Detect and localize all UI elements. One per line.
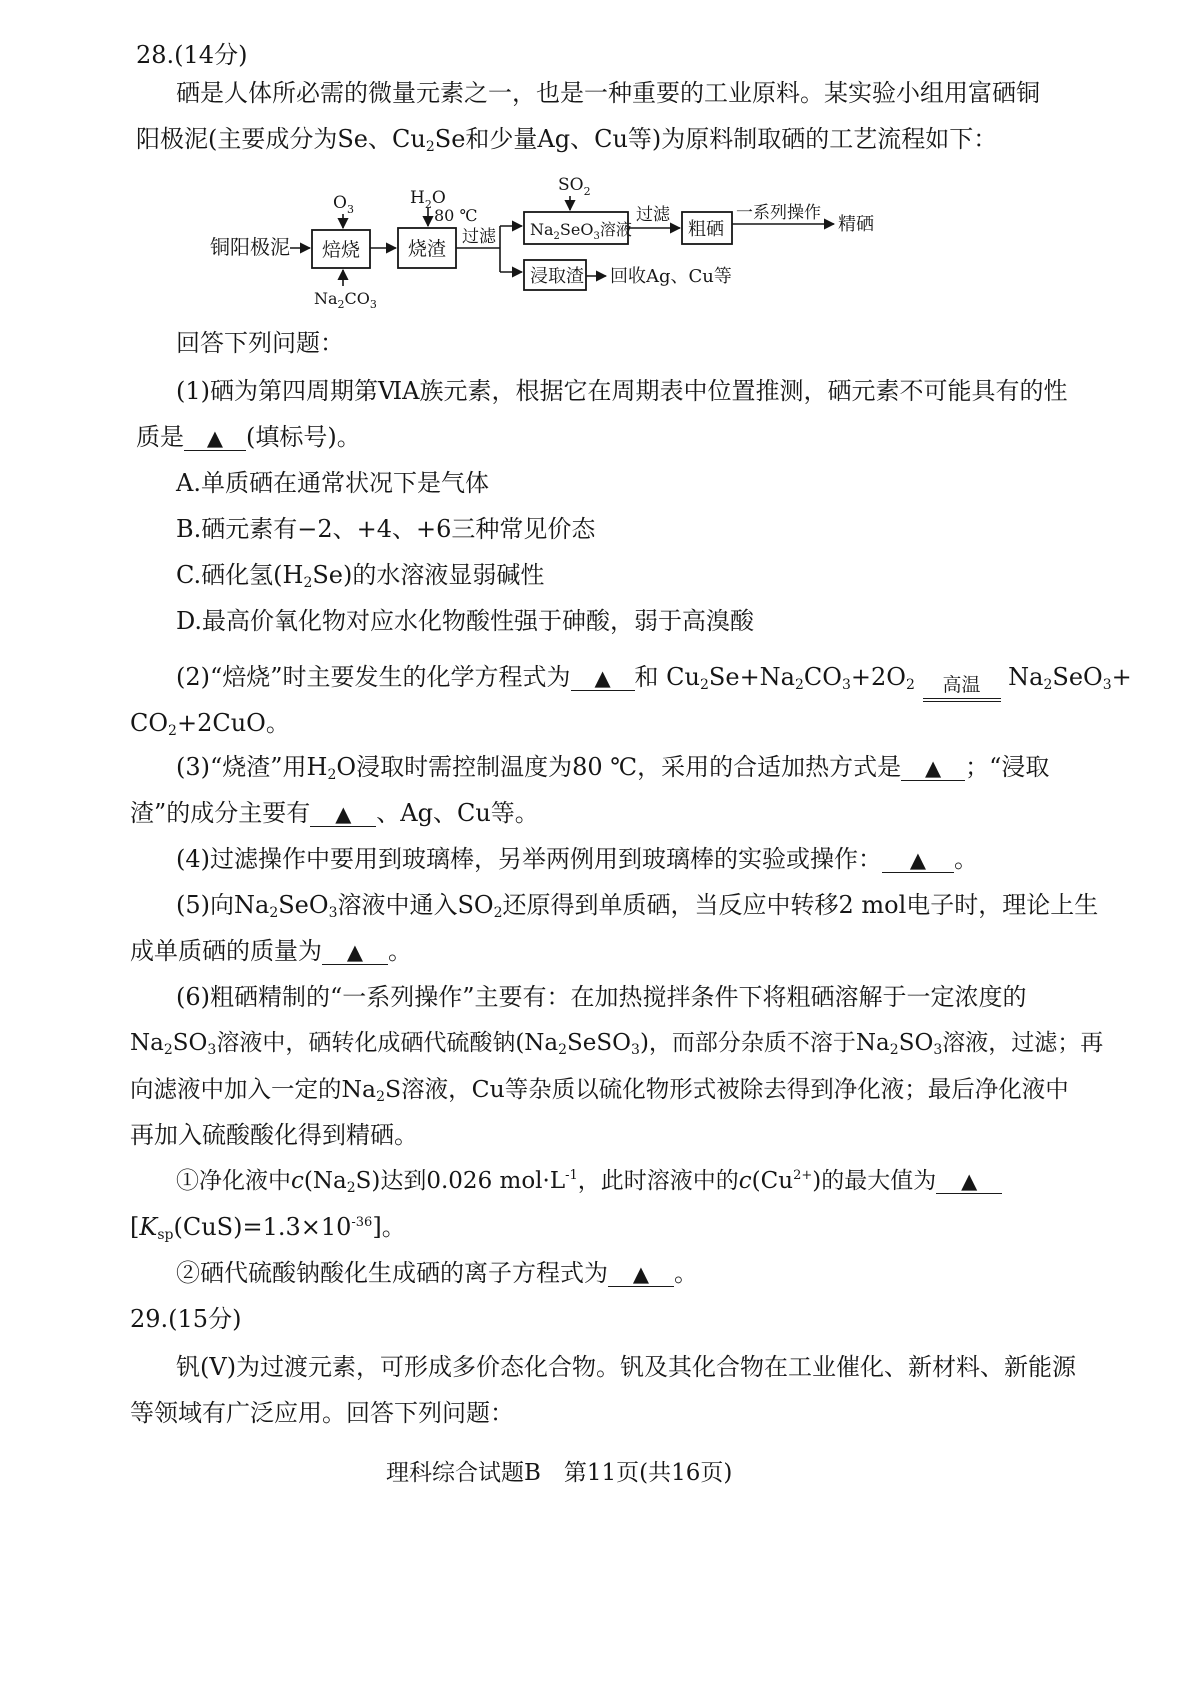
answer-blank-1[interactable]: ▲ (184, 425, 246, 451)
part-6-sub2-line: ②硒代硫酸钠酸化生成硒的离子方程式为 ▲ 。 (176, 1259, 698, 1287)
part-3-line2: 渣”的成分主要有 ▲ 、Ag、Cu等。 (130, 799, 539, 827)
answer-blank-3b[interactable]: ▲ (310, 801, 376, 827)
flow-start-label: 铜阳极泥 (210, 235, 290, 259)
answer-blank-5[interactable]: ▲ (322, 939, 388, 965)
question-29-header: 29.(15分) (130, 1305, 242, 1333)
option-d: D.最高价氧化物对应水化物酸性强于砷酸，弱于高溴酸 (176, 607, 755, 635)
option-a: A.单质硒在通常状况下是气体 (176, 469, 489, 497)
svg-text:粗硒: 粗硒 (688, 219, 724, 240)
svg-text:浸取渣: 浸取渣 (530, 266, 584, 287)
question-28-intro-line1: 硒是人体所必需的微量元素之一，也是一种重要的工业原料。某实验小组用富硒铜 (176, 79, 1040, 107)
flow-recover-label: 回收Ag、Cu等 (610, 266, 732, 287)
part-6-line3: 向滤液中加入一定的$Na_2S$溶液，Cu等杂质以硫化物形式被除去得到净化液；最后净化液中 (130, 1075, 1069, 1105)
flow-filter-label-2: 过滤 (636, 205, 670, 225)
svg-text:Na2SeO3溶液: $Na_2SeO_3$溶液 (530, 220, 632, 242)
flow-filter-label-1: 过滤 (462, 227, 496, 247)
question-28-header: 28.(14分) (136, 41, 248, 69)
answer-blank-4[interactable]: ▲ (882, 847, 954, 873)
part-1-line1: (1)硒为第四周期第ⅥA族元素，根据它在周期表中位置推测，硒元素不可能具有的性 (176, 377, 1068, 405)
part-3-line1: (3)“烧渣”用$H_2O$浸取时需控制温度为80 ℃，采用的合适加热方式是 ▲ ；“浸取 (176, 753, 1050, 783)
flow-h2o-label: $H_2O$ (410, 188, 446, 211)
part-6-line4: 再加入硫酸酸化得到精硒。 (130, 1121, 418, 1149)
part-1-line2: 质是 ▲ (填标号)。 (136, 423, 361, 451)
question-29-line2: 等领域有广泛应用。回答下列问题： (130, 1399, 514, 1427)
answer-blank-6b[interactable]: ▲ (608, 1261, 674, 1287)
reaction-condition: 高温 (923, 675, 1001, 702)
process-flow-diagram (200, 168, 900, 318)
svg-text:焙烧: 焙烧 (322, 239, 361, 261)
page-footer: 理科综合试题B 第11页(共16页) (386, 1460, 733, 1486)
answer-prompt: 回答下列问题： (176, 329, 344, 357)
part-5-line2: 成单质硒的质量为 ▲ 。 (130, 937, 412, 965)
answer-blank-2[interactable]: ▲ (571, 665, 635, 691)
flow-na2co3-label: $Na_2CO_3$ (314, 289, 377, 311)
flow-so2-label: $SO_2$ (558, 175, 591, 198)
question-29-line1: 钒(V)为过渡元素，可形成多价态化合物。钒及其化合物在工业催化、新材料、新能源 (176, 1353, 1077, 1381)
part-6-sub1-line2: $[K_{sp}(CuS)=1.3\times 10^{-36}]$。 (130, 1213, 406, 1243)
part-2-line1: (2)“焙烧”时主要发生的化学方程式为 ▲ 和 $Cu_2Se+Na_2CO_3+2O_2$ 高温 $Na_2SeO_3+$ (176, 660, 1132, 702)
svg-text:烧渣: 烧渣 (408, 238, 447, 260)
part-6-line1: (6)粗硒精制的“一系列操作”主要有：在加热搅拌条件下将粗硒溶解于一定浓度的 (176, 983, 1027, 1011)
flow-o3-label: $O_3$ (333, 193, 354, 216)
flow-series-ops-label: 一系列操作 (736, 203, 821, 223)
part-6-sub1-line1: ①净化液中$c(Na_2S)$达到0.026 $mol\cdot L^{-1}$，此时溶液中的$c(Cu^{2+})$的最大值为 ▲ (176, 1164, 1002, 1198)
option-c: C.硒化氢$(H_2Se)$的水溶液显弱碱性 (176, 561, 545, 591)
flow-temperature-label: 80 ℃ (434, 206, 478, 225)
part-6-line2: $Na_2SO_3$溶液中，硒转化成硒代硫酸钠$(Na_2SeSO_3)$，而部分杂质不溶于$Na_2SO_3$溶液，过滤；再 (130, 1030, 1104, 1058)
answer-blank-6a[interactable]: ▲ (936, 1169, 1002, 1194)
part-4-line1: (4)过滤操作中要用到玻璃棒，另举两例用到玻璃棒的实验或操作： ▲ 。 (176, 845, 978, 873)
answer-blank-3a[interactable]: ▲ (901, 755, 965, 781)
option-b: B.硒元素有−2、+4、+6三种常见价态 (176, 515, 596, 543)
part-2-line2: $CO_2+2CuO$。 (130, 709, 290, 739)
question-28-intro-line2: 阳极泥(主要成分为Se、$Cu_2Se$和少量Ag、Cu等)为原料制取硒的工艺流程如下： (136, 125, 998, 155)
part-5-line1: (5)向$Na_2SeO_3$溶液中通入$SO_2$还原得到单质硒，当反应中转移2 mol电子时，理论上生 (176, 891, 1099, 921)
flow-product-label: 精硒 (838, 214, 874, 235)
